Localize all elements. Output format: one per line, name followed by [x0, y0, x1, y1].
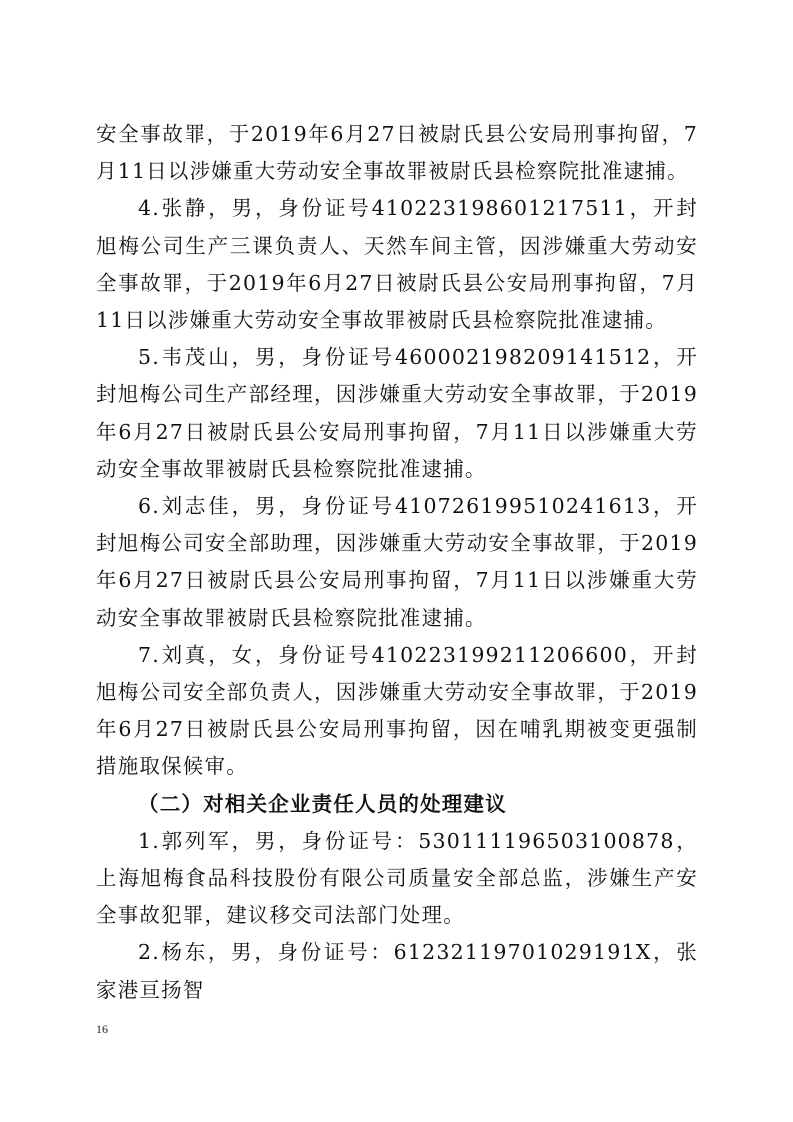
paragraph-continued: 安全事故罪，于2019年6月27日被尉氏县公安局刑事拘留，7月11日以涉嫌重大劳动安全事故罪被尉氏县检察院批准逮捕。 — [96, 122, 698, 184]
paragraph-item-6: 6.刘志佳，男，身份证号410726199510241613，开封旭梅公司安全部助理，因涉嫌重大劳动安全事故罪，于2019年6月27日被尉氏县公安局刑事拘留，7月11日以涉嫌重大劳动安全事故罪被尉氏县检察院批准逮捕。 — [96, 494, 698, 630]
page-number: 16 — [96, 1022, 108, 1036]
section-heading: （二）对相关企业责任人员的处理建议 — [138, 791, 507, 816]
document-body — [96, 116, 698, 1009]
paragraph-suggestion-1: 1.郭列军，男，身份证号：530111196503100878，上海旭梅食品科技股份有限公司质量安全部总监，涉嫌生产安全事故犯罪，建议移交司法部门处理。 — [96, 828, 698, 928]
paragraph-item-4: 4.张静，男，身份证号410223198601217511，开封旭梅公司生产三课负责人、天然车间主管，因涉嫌重大劳动安全事故罪，于2019年6月27日被尉氏县公安局刑事拘留，7月11日以涉嫌重大劳动安全事故罪被尉氏县检察院批准逮捕。 — [96, 196, 698, 333]
paragraph-item-5: 5.韦茂山，男，身份证号460002198209141512，开封旭梅公司生产部经理，因涉嫌重大劳动安全事故罪，于2019年6月27日被尉氏县公安局刑事拘留，7月11日以涉嫌重大劳动安全事故罪被尉氏县检察院批准逮捕。 — [96, 345, 698, 481]
paragraph-suggestion-2: 2.杨东，男，身份证号：61232119701029191X，张家港亘扬智 — [96, 940, 698, 1002]
paragraph-item-7: 7.刘真，女，身份证号410223199211206600，开封旭梅公司安全部负责人，因涉嫌重大劳动安全事故罪，于2019年6月27日被尉氏县公安局刑事拘留，因在哺乳期被变更强制措施取保候审。 — [96, 642, 698, 779]
